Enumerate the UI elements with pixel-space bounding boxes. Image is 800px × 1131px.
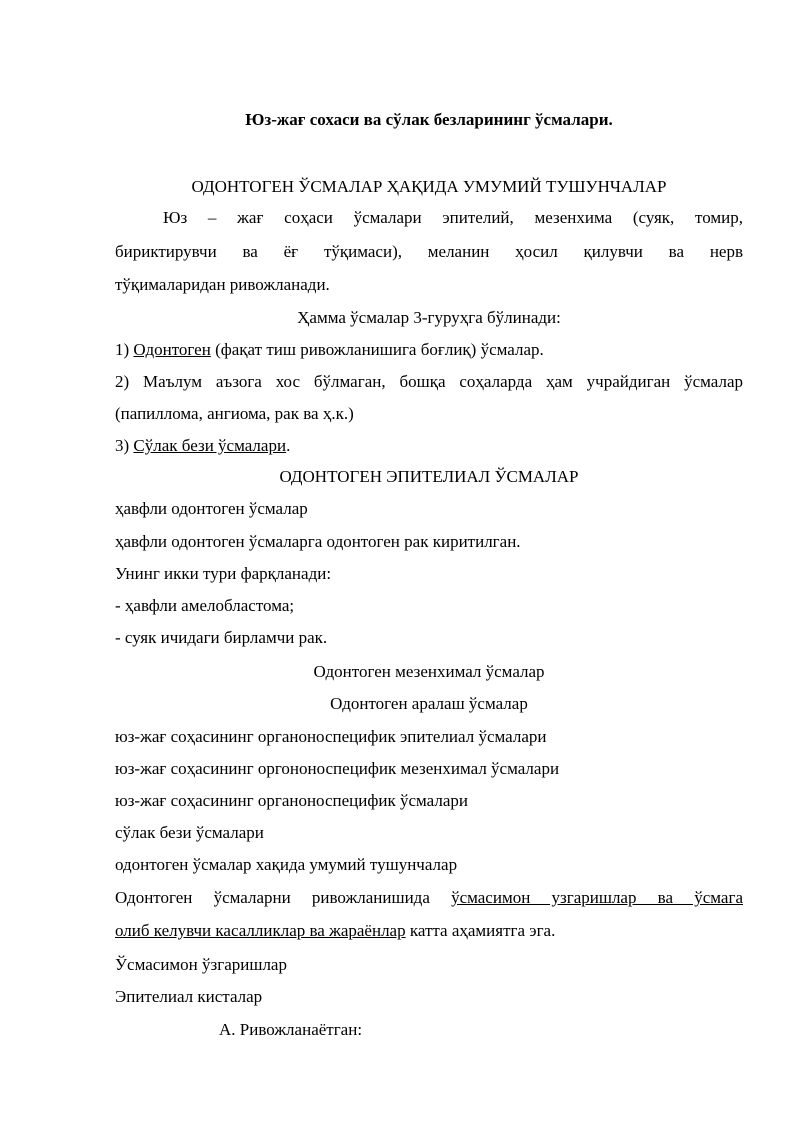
list-line: ҳавфли одонтоген ўсмалар bbox=[115, 499, 308, 518]
document-title: Юз-жағ сохаси ва сўлак безларининг ўсмалари. bbox=[245, 110, 613, 129]
final-paragraph-line-2 bbox=[115, 919, 743, 943]
final-paragraph-link-1: ўсмасимон узгаришлар ва ўсмага bbox=[451, 888, 743, 907]
list-line: - суяк ичидаги бирламчи рак. bbox=[115, 628, 328, 647]
list-item-1 bbox=[115, 338, 743, 362]
final-paragraph-line-1 bbox=[115, 886, 743, 910]
intro-line-3: тўқималаридан ривожланади. bbox=[115, 275, 330, 294]
section-heading-odontogenic: ОДОНТОГЕН ЎСМАЛАР ҲАҚИДА УМУМИЙ ТУШУНЧАЛАР bbox=[191, 177, 667, 196]
groups-intro: Ҳамма ўсмалар 3-гуруҳга бўлинади: bbox=[297, 308, 561, 327]
list-item-1-link: Одонтоген bbox=[133, 340, 211, 359]
list-item-3 bbox=[115, 434, 743, 458]
list-line: - ҳавфли амелобластома; bbox=[115, 596, 295, 615]
section-heading-epithelial: ОДОНТОГЕН ЭПИТЕЛИАЛ ЎСМАЛАР bbox=[279, 467, 579, 486]
sub-item-developing: А. Ривожланаётган: bbox=[219, 1020, 363, 1039]
final-paragraph-start: Одонтоген ўсмаларни ривожланишида bbox=[115, 888, 452, 907]
intro-line-2: бириктирувчи ва ёғ тўқимаси), меланин ҳосил қилувчи ва нерв bbox=[115, 242, 743, 261]
list-item-2-line-1: 2) Маълум аъзога хос бўлмаган, бошқа соҳаларда ҳам учрайдиган ўсмалар bbox=[115, 372, 743, 391]
list-line: юз-жағ соҳасининг оргононоспецифик мезенхимал ўсмалари bbox=[115, 759, 560, 778]
list-line: юз-жағ соҳасининг органоноспецифик ўсмалари bbox=[115, 791, 468, 810]
list-line: Эпителиал кисталар bbox=[115, 987, 263, 1006]
list-item-3-prefix: 3) bbox=[115, 436, 134, 455]
list-line: одонтоген ўсмалар хақида умумий тушунчалар bbox=[115, 855, 458, 874]
final-paragraph-end: катта аҳамиятга эга. bbox=[405, 921, 556, 940]
list-item-3-link: Сўлак бези ўсмалари bbox=[133, 436, 287, 455]
centered-subheading-mixed: Одонтоген аралаш ўсмалар bbox=[330, 694, 528, 713]
list-line: сўлак бези ўсмалари bbox=[115, 823, 264, 842]
list-line: Унинг икки тури фарқланади: bbox=[115, 564, 332, 583]
centered-subheading-mesenchymal: Одонтоген мезенхимал ўсмалар bbox=[313, 662, 545, 681]
list-item-2-line-2: (папиллома, ангиома, рак ва ҳ.к.) bbox=[115, 404, 354, 423]
list-line: Ўсмасимон ўзгаришлар bbox=[115, 955, 287, 974]
intro-line-1: Юз – жағ соҳаси ўсмалари эпителий, мезенхима (суяк, томир, bbox=[163, 208, 743, 227]
final-paragraph-link-2: олиб келувчи касалликлар ва жараёнлар bbox=[115, 921, 406, 940]
list-line: ҳавфли одонтоген ўсмаларга одонтоген рак киритилган. bbox=[115, 532, 521, 551]
list-item-1-rest: (фақат тиш ривожланишига боғлиқ) ўсмалар. bbox=[210, 340, 544, 359]
list-item-1-prefix: 1) bbox=[115, 340, 134, 359]
list-line: юз-жағ соҳасининг органоноспецифик эпителиал ўсмалари bbox=[115, 727, 547, 746]
list-item-3-suffix: . bbox=[286, 436, 291, 455]
